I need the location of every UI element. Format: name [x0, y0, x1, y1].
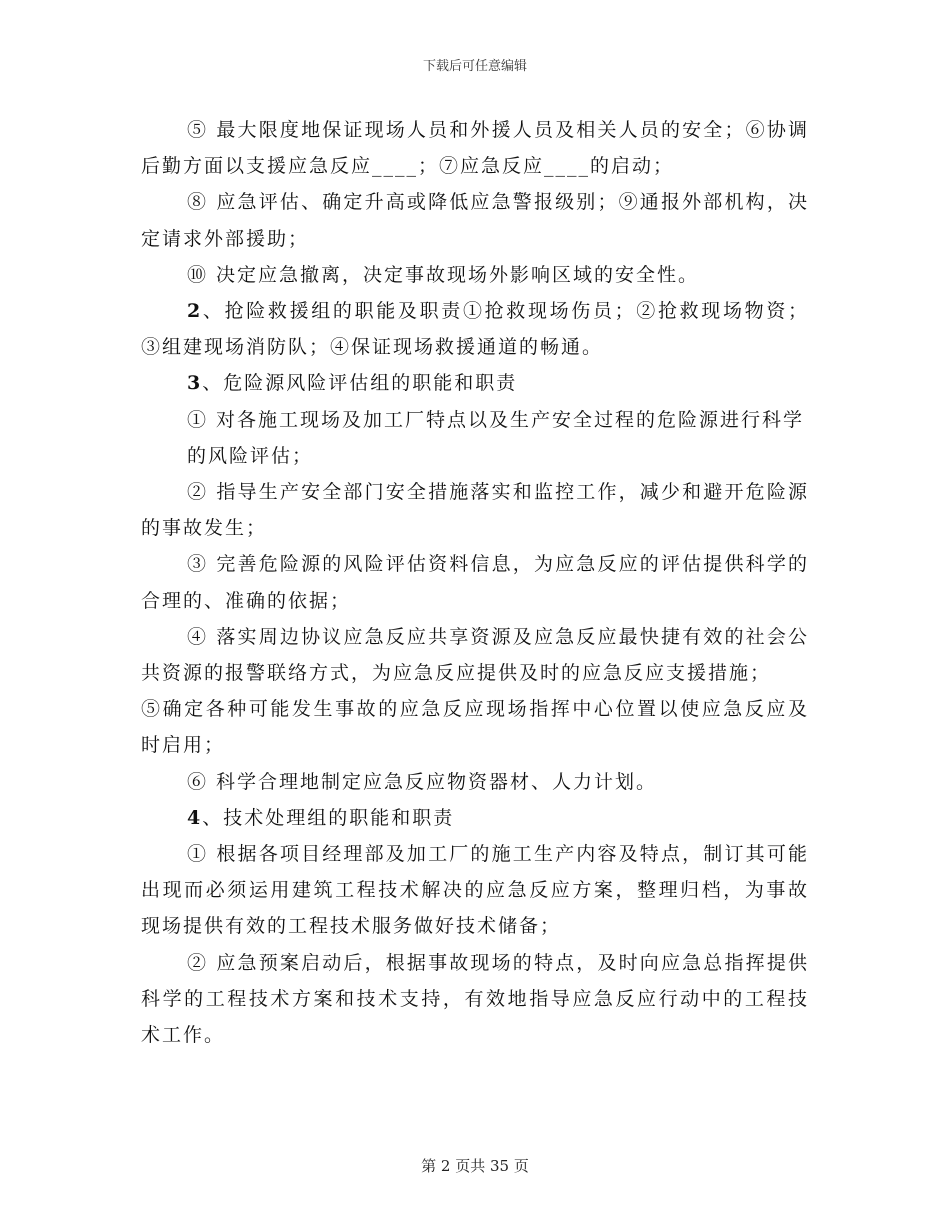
section-text: 、技术处理组的职能和职责 — [202, 806, 455, 829]
page-footer: 第 2 页共 35 页 — [421, 1157, 529, 1175]
section-3-heading — [141, 365, 809, 401]
section-text: 、抢险救援组的职能及职责①抢救现场伤员；②抢救现场物资；③组建现场消防队；④保证现场救援通道的畅通。 — [141, 300, 809, 359]
section-number: 2 — [187, 300, 203, 323]
paragraph-risk-6: ⑥ 科学合理地制定应急反应物资器材、人力计划。 — [187, 770, 658, 793]
paragraph-tech-1: ① 根据各项目经理部及加工厂的施工生产内容及特点，制订其可能出现而必须运用建筑工程技术解决的应急反应方案，整理归档，为事故现场提供有效的工程技术服务做好技术储备； — [141, 843, 809, 938]
paragraph-risk-2: ② 指导生产安全部门安全措施落实和监控工作，减少和避开危险源的事故发生； — [141, 481, 809, 540]
section-2-paragraph — [141, 293, 809, 365]
paragraph-item-5-10: ⑤ 最大限度地保证现场人员和外援人员及相关人员的安全；⑥协调后勤方面以支援应急反应____；⑦应急反应____的启动； — [141, 119, 809, 178]
section-text: 、危险源风险评估组的职能和职责 — [202, 372, 518, 395]
paragraph-risk-3: ③ 完善危险源的风险评估资料信息，为应急反应的评估提供科学的合理的、准确的依据； — [141, 553, 809, 612]
section-4-heading — [141, 800, 809, 836]
document-body — [141, 112, 809, 1053]
section-number: 3 — [187, 372, 203, 395]
paragraph-risk-5: ⑤确定各种可能发生事故的应急反应现场指挥中心位置以使应急反应及时启用； — [141, 698, 809, 757]
paragraph-item-10: ⑩ 决定应急撤离，决定事故现场外影响区域的安全性。 — [187, 263, 700, 286]
paragraph-risk-4: ④ 落实周边协议应急反应共享资源及应急反应最快捷有效的社会公共资源的报警联络方式，为应急反应提供及时的应急反应支援措施； — [141, 625, 809, 685]
paragraph-tech-2: ② 应急预案启动后，根据事故现场的特点，及时向应急总指挥提供科学的工程技术方案和技术支持，有效地指导应急反应行动中的工程技术工作。 — [141, 951, 809, 1047]
section-number: 4 — [187, 806, 203, 829]
page-header: 下载后可任意编辑 — [422, 59, 527, 74]
paragraph-risk-1-continued: 的风险评估； — [187, 444, 314, 467]
paragraph-item-8-9: ⑧ 应急评估、确定升高或降低应急警报级别；⑨通报外部机构，决定请求外部援助； — [141, 191, 809, 250]
paragraph-risk-1: ① 对各施工现场及加工厂特点以及生产安全过程的危险源进行科学 — [187, 408, 805, 431]
